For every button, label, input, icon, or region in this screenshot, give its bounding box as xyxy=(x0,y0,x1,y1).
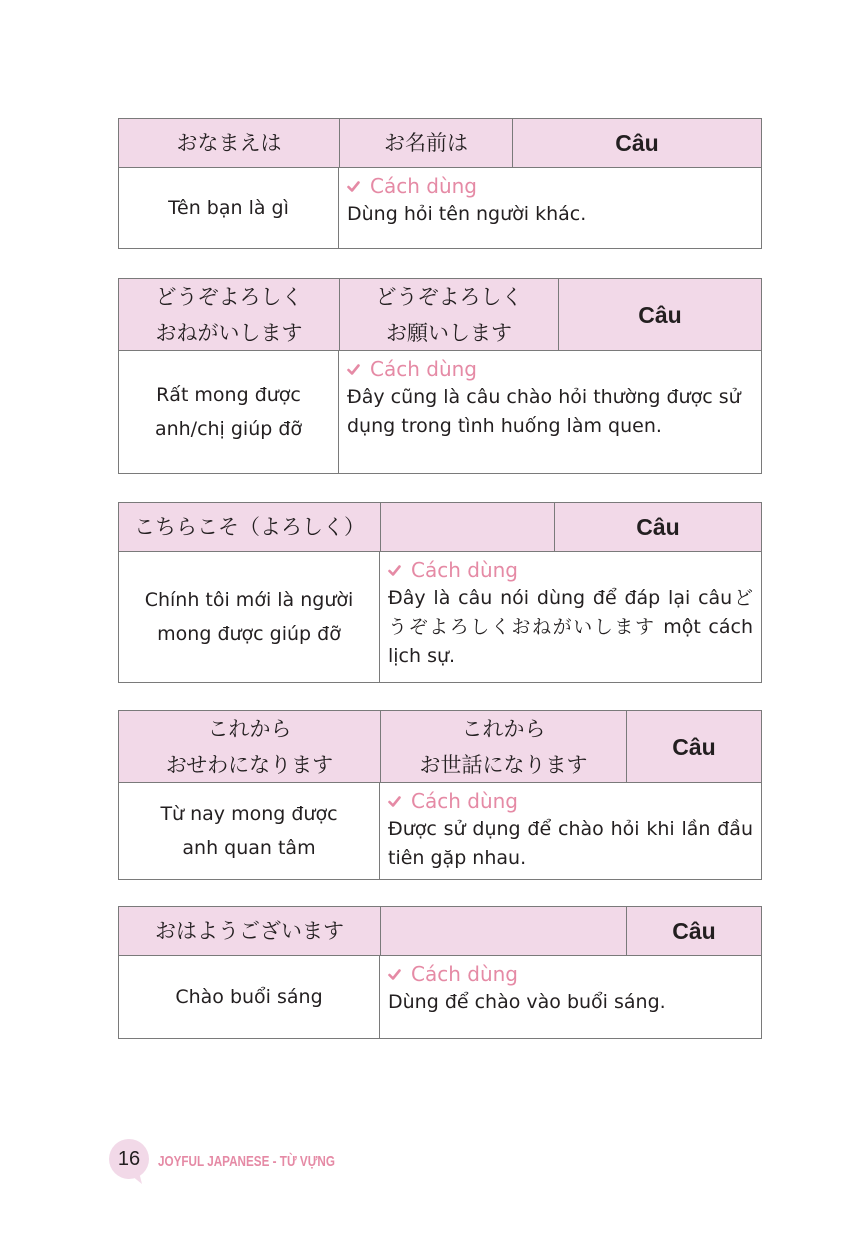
entry-body xyxy=(119,783,761,879)
entry-header xyxy=(119,711,761,783)
kana-cell xyxy=(119,711,380,782)
usage-cell xyxy=(339,351,761,473)
check-icon xyxy=(347,180,360,193)
usage-cell xyxy=(380,956,761,1038)
meaning-cell xyxy=(119,351,339,473)
usage-text: Được sử dụng để chào hỏi khi lần đầu tiên gặp nhau. xyxy=(388,818,753,869)
usage-heading xyxy=(388,960,753,988)
word-type-cell xyxy=(512,119,761,167)
usage-heading-text: Cách dùng xyxy=(411,789,518,813)
usage-heading xyxy=(388,556,753,584)
check-icon xyxy=(347,363,360,376)
usage-text: Đây cũng là câu chào hỏi thường được sử dụng trong tình huống làm quen. xyxy=(347,386,741,437)
entry-header xyxy=(119,279,761,351)
vocab-entry xyxy=(118,710,762,880)
usage-heading xyxy=(388,787,753,815)
usage-text: Đây là câu nói dùng để đáp lại câuどうぞよろしくおねがいします một cách lịch sự. xyxy=(388,587,753,667)
kanji-text: お名前は xyxy=(384,131,468,155)
kana-cell xyxy=(119,279,339,350)
meaning-line: Chào buổi sáng xyxy=(175,986,323,1008)
kana-text-line: どうぞよろしく xyxy=(155,284,303,309)
word-type-cell xyxy=(558,279,761,350)
usage-text: Dùng để chào vào buổi sáng. xyxy=(388,991,666,1013)
meaning-cell xyxy=(119,783,380,879)
vocab-entry xyxy=(118,118,762,249)
entry-body xyxy=(119,956,761,1038)
entry-header xyxy=(119,503,761,552)
word-type: Câu xyxy=(672,918,716,944)
page-number: 16 xyxy=(117,1147,141,1170)
page-footer xyxy=(108,1138,385,1184)
meaning-cell xyxy=(119,552,380,682)
page-badge xyxy=(108,1138,150,1184)
meaning-line: Chính tôi mới là người xyxy=(144,589,354,611)
meaning-line: Rất mong được xyxy=(156,384,301,406)
kana-text: おなまえは xyxy=(176,131,282,155)
check-icon xyxy=(388,564,401,577)
kanji-cell xyxy=(339,279,558,350)
kana-text-line: これから xyxy=(207,716,292,741)
usage-heading-text: Cách dùng xyxy=(411,558,518,582)
word-type-cell xyxy=(554,503,761,551)
meaning-line: Từ nay mong được xyxy=(160,803,338,825)
kana-cell xyxy=(119,907,380,955)
vocab-entry xyxy=(118,906,762,1039)
entry-body xyxy=(119,351,761,473)
kanji-text-line: お世話になります xyxy=(419,752,588,777)
usage-heading-text: Cách dùng xyxy=(370,174,477,198)
meaning-line: anh quan tâm xyxy=(182,837,316,859)
kana-text: こちらこそ（よろしく） xyxy=(134,515,365,539)
vocab-entry xyxy=(118,278,762,474)
meaning-cell xyxy=(119,956,380,1038)
meaning-cell xyxy=(119,168,339,248)
meaning-line: Tên bạn là gì xyxy=(168,197,289,219)
usage-cell xyxy=(380,783,761,879)
usage-cell xyxy=(380,552,761,682)
check-icon xyxy=(388,795,401,808)
usage-cell xyxy=(339,168,761,248)
entry-header xyxy=(119,907,761,956)
kana-cell xyxy=(119,503,380,551)
kanji-text-line: どうぞよろしく xyxy=(375,284,523,309)
kanji-cell xyxy=(380,711,626,782)
kanji-cell xyxy=(380,907,626,955)
kanji-text-line: これから xyxy=(461,716,546,741)
kanji-cell xyxy=(380,503,554,551)
meaning-line: mong được giúp đỡ xyxy=(157,623,341,645)
word-type: Câu xyxy=(615,130,659,156)
usage-heading-text: Cách dùng xyxy=(370,357,477,381)
footer-title: JOYFUL JAPANESE - TỪ VỰNG xyxy=(158,1152,335,1170)
usage-heading-text: Cách dùng xyxy=(411,962,518,986)
kana-cell xyxy=(119,119,339,167)
word-type-cell xyxy=(626,711,761,782)
check-icon xyxy=(388,968,401,981)
kana-text-line: おねがいします xyxy=(155,320,303,345)
kanji-cell xyxy=(339,119,512,167)
usage-heading xyxy=(347,355,753,383)
usage-heading xyxy=(347,172,753,200)
meaning-line: anh/chị giúp đỡ xyxy=(154,418,303,440)
usage-text: Dùng hỏi tên người khác. xyxy=(347,203,587,225)
entry-body xyxy=(119,552,761,682)
word-type: Câu xyxy=(638,301,682,328)
entry-header xyxy=(119,119,761,168)
word-type: Câu xyxy=(636,514,680,540)
kana-text-line: おせわになります xyxy=(165,752,334,777)
kanji-text-line: お願いします xyxy=(386,320,512,345)
word-type: Câu xyxy=(672,733,716,760)
word-type-cell xyxy=(626,907,761,955)
kana-text: おはようございます xyxy=(155,919,344,943)
entry-body xyxy=(119,168,761,248)
vocab-entry xyxy=(118,502,762,683)
